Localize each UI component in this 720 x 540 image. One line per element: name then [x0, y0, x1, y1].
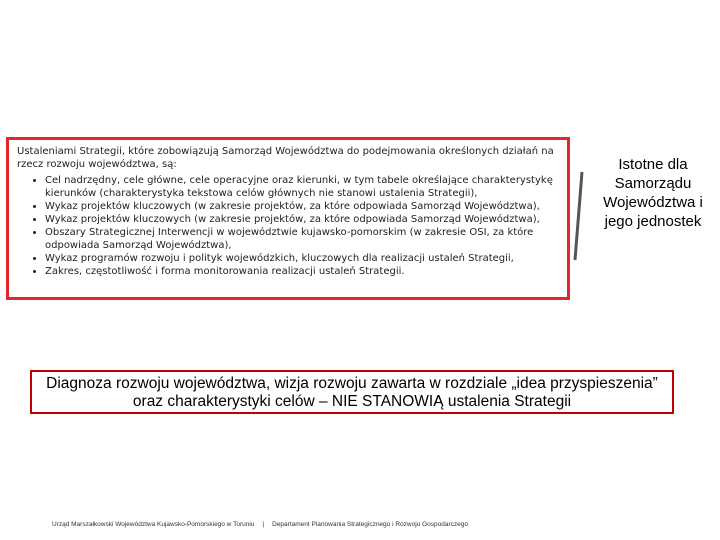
findings-intro: Ustaleniami Strategii, które zobowiązują Samorząd Województwa do podejmowania określonych działań na rzecz rozwoju województwa, są:	[17, 146, 554, 170]
bracket-line	[570, 170, 590, 265]
note-text: Diagnoza rozwoju województwa, wizja rozwoju zawarta w rozdziale „idea przyspieszenia” oraz charakterystyki celów – NIE STANOWIĄ ustalenia Strategii	[46, 375, 658, 410]
findings-item: • Wykaz projektów kluczowych (w zakresie projektów, za które odpowiada Samorząd Województwa),	[45, 200, 557, 213]
note-box	[30, 370, 674, 414]
strategy-findings-text	[17, 145, 557, 278]
footer-right: Departament Planowania Strategicznego i Rozwoju Gospodarczego	[272, 521, 468, 528]
findings-item: • Cel nadrzędny, cele główne, cele operacyjne oraz kierunki, w tym tabele określające charakterystykę kierunków (charakterystyka tekstowa celów głównych nie stanowi ustalenia Strategii),	[45, 174, 557, 200]
findings-item: • Zakres, częstotliwość i forma monitorowania realizacji ustaleń Strategii.	[45, 265, 557, 278]
findings-item: • Obszary Strategicznej Interwencji w województwie kujawsko-pomorskim (w zakresie OSI, za które odpowiada Samorząd Województwa),	[45, 226, 557, 252]
findings-item: • Wykaz programów rozwoju i polityk wojewódzkich, kluczowych dla realizacji ustaleń Strategii,	[45, 252, 557, 265]
callout-text: Istotne dla Samorządu Województwa i jego jednostek	[603, 156, 703, 230]
findings-item: • Wykaz projektów kluczowych (w zakresie projektów, za które odpowiada Samorząd Województwa),	[45, 213, 557, 226]
footer-separator: |	[262, 521, 265, 528]
strategy-findings-box	[6, 137, 570, 300]
footer	[52, 521, 652, 528]
findings-list	[17, 174, 557, 278]
footer-left: Urząd Marszałkowski Województwa Kujawsko-Pomorskiego w Toruniu	[52, 521, 255, 528]
